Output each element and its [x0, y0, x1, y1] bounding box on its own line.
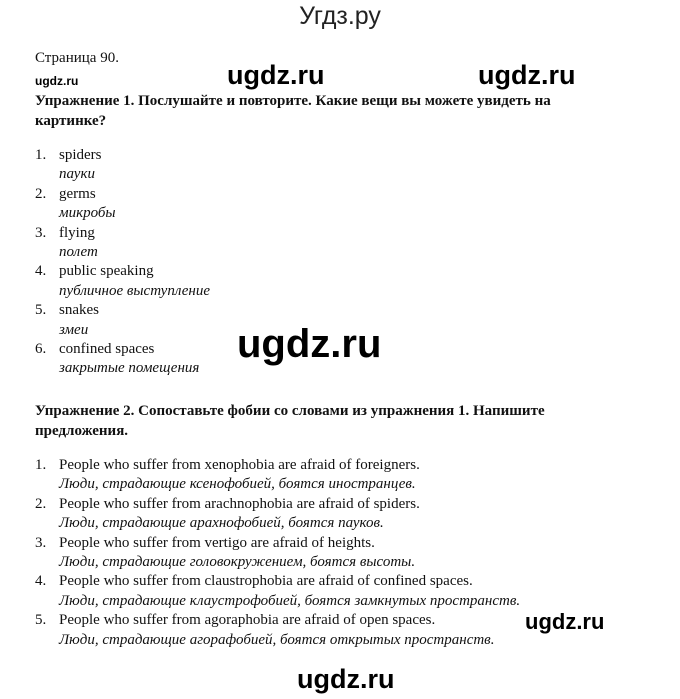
list-item [35, 185, 635, 224]
list-item [35, 495, 635, 534]
site-title: Угдз.ру [299, 2, 381, 30]
item-english: flying [59, 224, 95, 241]
watermark-top-left: ugdz.ru [227, 60, 325, 90]
item-translation: Люди, страдающие клаустрофобией, боятся замкнутых пространств. [59, 592, 521, 609]
item-number: 3. [35, 534, 47, 551]
watermark-top-right: ugdz.ru [478, 60, 576, 90]
item-translation: Люди, страдающие ксенофобией, боятся иностранцев. [59, 476, 416, 493]
item-number: 1. [35, 457, 47, 473]
item-translation: Люди, страдающие головокружением, боятся высоты. [59, 554, 416, 571]
item-translation: Люди, страдающие агорафобией, боятся открытых пространств. [59, 631, 495, 648]
item-english: People who suffer from arachnophobia are afraid of spiders. [59, 495, 420, 512]
item-english: public speaking [59, 263, 154, 280]
item-english: snakes [59, 302, 99, 319]
item-english: spiders [59, 147, 102, 163]
item-translation: полет [59, 244, 98, 261]
item-translation: публичное выступление [59, 282, 210, 299]
watermark-footer: ugdz.ru [297, 664, 395, 694]
item-number: 6. [35, 341, 47, 358]
item-translation: змеи [59, 321, 89, 338]
list-item [35, 262, 635, 301]
item-translation: пауки [59, 166, 95, 183]
item-number: 5. [35, 302, 47, 319]
list-item [35, 146, 635, 185]
watermark-small: ugdz.ru [35, 74, 79, 88]
item-english: People who suffer from xenophobia are afraid of foreigners. [59, 457, 420, 473]
item-english: People who suffer from agoraphobia are afraid of open spaces. [59, 612, 436, 629]
item-english: People who suffer from vertigo are afraid of heights. [59, 534, 375, 551]
watermark-bottom-right: ugdz.ru [525, 609, 605, 634]
item-number: 3. [35, 224, 47, 241]
item-translation: закрытые помещения [59, 360, 200, 377]
item-english: People who suffer from claustrophobia are afraid of confined spaces. [59, 573, 473, 590]
watermark-center: ugdz.ru [237, 322, 382, 366]
item-number: 4. [35, 263, 47, 280]
list-item [35, 572, 635, 611]
item-number: 2. [35, 495, 47, 512]
item-number: 5. [35, 612, 47, 629]
item-number: 2. [35, 185, 47, 202]
list-item [35, 456, 635, 495]
page-label: Страница 90. [35, 50, 119, 66]
exercise1-heading: Упражнение 1. Послушайте и повторите. Какие вещи вы можете увидеть на картинке? [35, 93, 551, 129]
list-item [35, 534, 635, 573]
item-number: 4. [35, 573, 47, 590]
item-translation: Люди, страдающие арахнофобией, боятся пауков. [59, 515, 384, 532]
item-english: confined spaces [59, 341, 155, 358]
item-translation: микробы [59, 205, 116, 222]
item-english: germs [59, 185, 96, 202]
item-number: 1. [35, 147, 47, 163]
exercise2-heading: Упражнение 2. Сопоставьте фобии со словами из упражнения 1. Напишите предложения. [35, 403, 545, 439]
list-item [35, 224, 635, 263]
